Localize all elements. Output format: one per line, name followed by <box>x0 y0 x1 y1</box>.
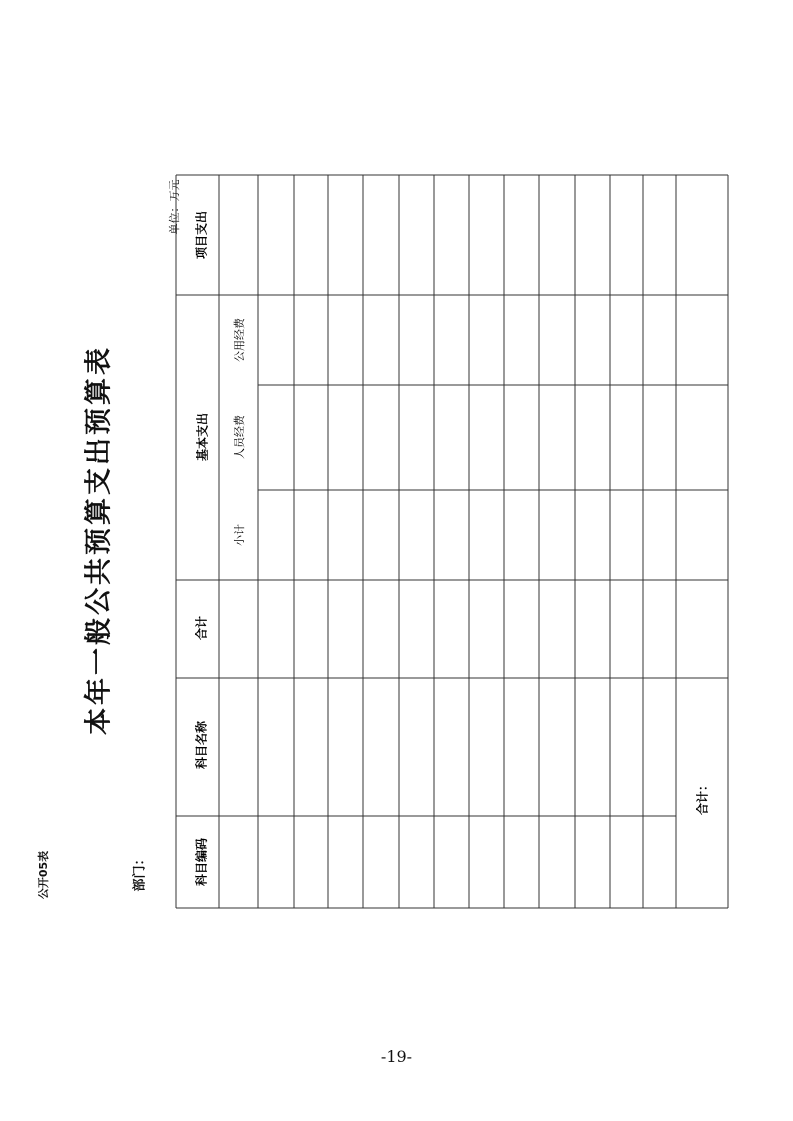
unit-label: 单位：万元 <box>168 179 181 235</box>
page-title: 本年一般公共预算支出预算表 <box>83 345 115 735</box>
header-basic-expenditure: 基本支出 <box>195 412 210 462</box>
header-subtotal: 小计 <box>233 524 246 546</box>
header-personnel-expenses: 人员经费 <box>233 415 246 459</box>
form-id: 公开05表 <box>37 850 50 900</box>
header-subject-code: 科目编码 <box>194 837 209 887</box>
header-public-expenses: 公用经费 <box>233 318 246 362</box>
department-label: 部门： <box>132 852 148 892</box>
header-subject-name: 科目名称 <box>194 720 209 770</box>
header-project-expenditure: 项目支出 <box>194 210 209 260</box>
page-number: -19- <box>380 1047 413 1066</box>
header-total: 合计 <box>194 615 209 641</box>
total-row-label: 合计： <box>695 778 710 816</box>
